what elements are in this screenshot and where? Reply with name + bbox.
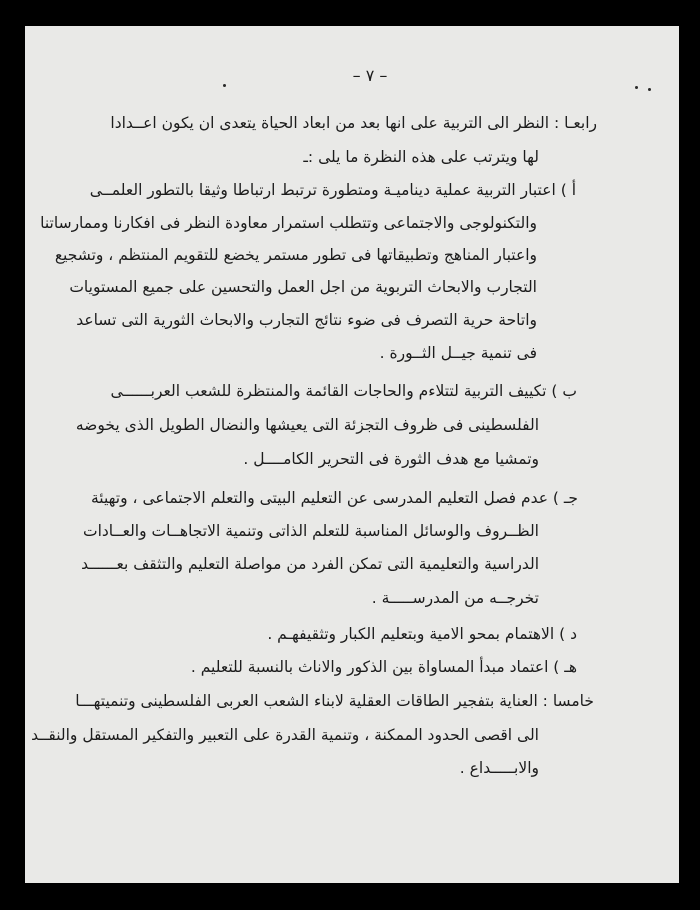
paragraph-line: الى اقصى الحدود الممكنة ، وتنمية القدرة على التعبير والتفكير المستقل والنقــد	[31, 726, 539, 744]
paragraph-line: ب ) تكييف التربية لتتلاءم والحاجات القائمة والمنتظرة للشعب العربــــــى	[110, 382, 577, 400]
paper-speck	[635, 86, 638, 89]
paragraph-line: جـ ) عدم فصل التعليم المدرسى عن التعليم البيتى والتعلم الاجتماعى ، وتهيئة	[90, 489, 578, 507]
paragraph-line: والابـــــداع .	[459, 759, 539, 777]
paragraph-line: لها ويترتب على هذه النظرة ما يلى :ـ	[303, 148, 539, 166]
paragraph-line: هـ ) اعتماد مبدأ المساواة بين الذكور والاناث بالنسبة للتعليم .	[190, 658, 577, 676]
document-page	[25, 26, 679, 883]
paper-speck	[648, 88, 651, 91]
paragraph-line: واعتبار المناهج وتطبيقاتها فى تطور مستمر يخضع للتقويم المنتظم ، وتشجيع	[54, 246, 537, 264]
page-number: – ٧ –	[352, 66, 388, 85]
paragraph-line: خامسا : العناية بتفجير الطاقات العقلية لابناء الشعب العربى الفلسطينى وتنميتهـــا	[75, 692, 594, 710]
paragraph-line: وتمشيا مع هدف الثورة فى التحرير الكامــــل .	[243, 450, 539, 468]
paragraph-line: الفلسطينى فى ظروف التجزئة التى يعيشها والنضال الطويل الذى يخوضه	[75, 416, 539, 434]
paragraph-line: الظــروف والوسائل المناسبة للتعلم الذاتى وتنمية الاتجاهــات والعــادات	[82, 522, 539, 540]
paper-speck	[223, 84, 226, 87]
paragraph-line: التجارب والابحاث التربوية من اجل العمل والتحسين على جميع المستويات	[69, 278, 537, 296]
paragraph-line: والتكنولوجى والاجتماعى وتتطلب استمرار معاودة النظر فى افكارنا وممارساتنا	[40, 214, 537, 232]
paragraph-line: فى تنمية جيــل الثــورة .	[379, 344, 537, 362]
paragraph-line: د ) الاهتمام بمحو الامية وبتعليم الكبار وتثقيفهـم .	[267, 625, 577, 643]
paragraph-line: رابعـا : النظر الى التربية على انها بعد من ابعاد الحياة يتعدى ان يكون اعــدادا	[110, 114, 597, 132]
paragraph-line: أ ) اعتبار التربية عملية ديناميـة ومتطورة ترتبط ارتباطا وثيقا بالتطور العلمــى	[89, 181, 576, 199]
paragraph-line: واتاحة حرية التصرف فى ضوء نتائج التجارب والابحاث الثورية التى تساعد	[76, 311, 537, 329]
paragraph-line: الدراسية والتعليمية التى تمكن الفرد من مواصلة التعليم والتثقف بعــــــد	[81, 555, 539, 573]
paragraph-line: تخرجــه من المدرســـــة .	[371, 589, 539, 607]
